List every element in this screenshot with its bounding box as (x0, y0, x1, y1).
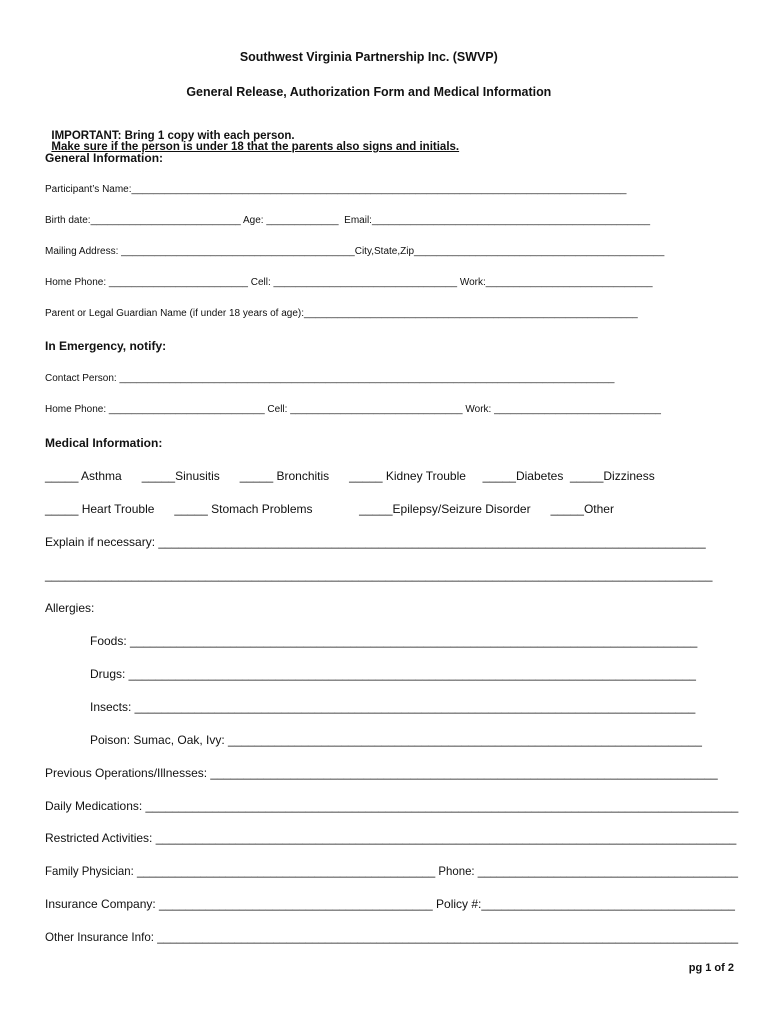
other-insurance-field[interactable]: Other Insurance Info: __________________________________________________________________________________________ (45, 930, 739, 944)
explain-field[interactable]: Explain if necessary: __________________________________________________________________________________ (45, 535, 706, 549)
important-emphasis: Make sure if the person is under 18 that the parents also signs and initials. (51, 141, 460, 153)
foods-field[interactable]: Foods: _____________________________________________________________________________________ (90, 634, 698, 648)
conditions-row-1[interactable]: _____ Asthma _____Sinusitis _____ Bronchitis _____ Kidney Trouble _____Diabetes _____Dizziness (45, 469, 655, 483)
general-info-heading: General Information: (45, 151, 164, 165)
conditions-row-2[interactable]: _____ Heart Trouble _____ Stomach Problems _____Epilepsy/Seizure Disorder _____Other (45, 502, 614, 516)
medical-info-heading: Medical Information: (45, 436, 163, 450)
emergency-heading: In Emergency, notify: (45, 339, 167, 353)
page-number: pg 1 of 2 (688, 962, 734, 974)
allergies-label: Allergies: (45, 601, 95, 615)
explain-continued-field[interactable]: ____________________________________________________________________________________________________ (45, 568, 713, 582)
guardian-name-field[interactable]: Parent or Legal Guardian Name (if under 18 years of age):____________________________________________________________ (45, 308, 638, 319)
mailing-address-field[interactable]: Mailing Address: __________________________________________City,State,Zip_____________________________________________ (45, 246, 665, 257)
birth-age-email-field[interactable]: Birth date:___________________________ Age: _____________ Email:__________________________________________________ (45, 215, 651, 226)
form-title: Southwest Virginia Partnership Inc. (SWVP) (239, 49, 498, 64)
participant-name-field[interactable]: Participant’s Name:_________________________________________________________________________________________ (45, 184, 627, 195)
insurance-company-field[interactable]: Insurance Company: _________________________________________ Policy #:______________________________________ (45, 897, 735, 911)
important-label: IMPORTANT: Bring 1 copy with each person. (51, 129, 295, 142)
insects-field[interactable]: Insects: ____________________________________________________________________________________ (90, 700, 696, 714)
previous-operations-field[interactable]: Previous Operations/Illnesses: ____________________________________________________________________________ (45, 766, 718, 780)
daily-medications-field[interactable]: Daily Medications: _________________________________________________________________________________________ (45, 799, 739, 813)
restricted-activities-field[interactable]: Restricted Activities: _______________________________________________________________________________________ (45, 831, 737, 845)
drugs-field[interactable]: Drugs: _____________________________________________________________________________________ (90, 667, 696, 681)
important-note (45, 119, 459, 154)
poison-field[interactable]: Poison: Sumac, Oak, Ivy: _______________________________________________________________________ (90, 733, 702, 747)
phone-fields[interactable]: Home Phone: _________________________ Cell: _________________________________ Work:______________________________ (45, 277, 653, 288)
form-subtitle: General Release, Authorization Form and Medical Information (186, 84, 552, 99)
family-physician-field[interactable]: Family Physician: _______________________________________________ Phone: _________________________________________ (45, 864, 738, 878)
contact-person-field[interactable]: Contact Person: _________________________________________________________________________________________ (45, 373, 615, 384)
emergency-phone-fields[interactable]: Home Phone: ____________________________ Cell: _______________________________ Work: ______________________________ (45, 404, 661, 415)
